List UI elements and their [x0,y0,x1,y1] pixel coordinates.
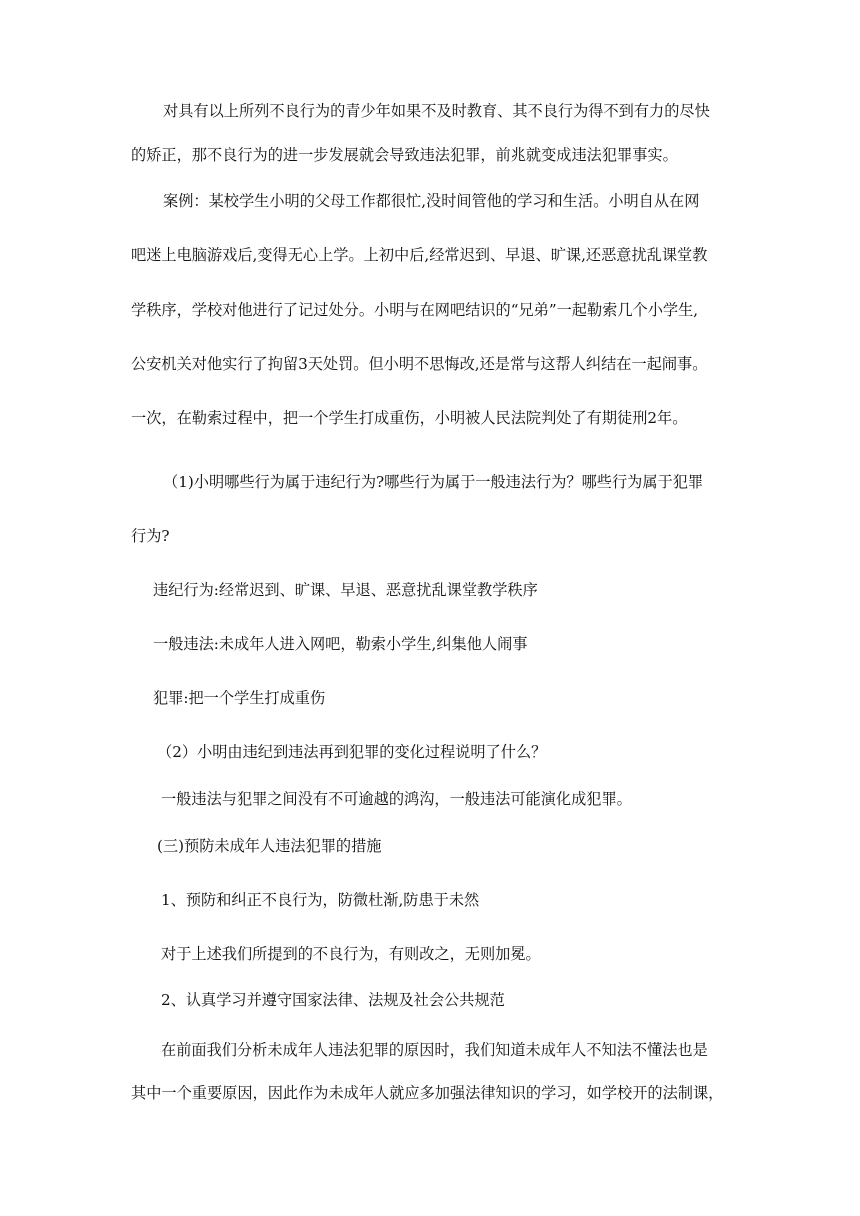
answer-line: 一般违法与犯罪之间没有不可逾越的鸿沟，一般违法可能演化成犯罪。 [161,790,632,808]
paragraph-line: 吧迷上电脑游戏后,变得无心上学。上初中后,经常迟到、早退、旷课,还恶意扰乱课堂教 [131,246,708,264]
question-line: （2）小明由违纪到违法再到犯罪的变化过程说明了什么？ [157,743,547,761]
subsection-heading: 2、认真学习并遵守国家法律、法规及社会公共规范 [161,991,505,1009]
paragraph-line: 其中一个重要原因，因此作为未成年人就应多加强法律知识的学习，如学校开的法制课， [131,1084,724,1102]
question-line: 行为? [131,527,170,545]
paragraph-line: 的矫正，那不良行为的进一步发展就会导致违法犯罪，前兆就变成违法犯罪事实。 [131,146,678,164]
section-heading: (三)预防未成年人违法犯罪的措施 [157,837,382,855]
paragraph-line: 一次，在勒索过程中，把一个学生打成重伤，小明被人民法院判处了有期徒刑2年。 [131,409,688,427]
paragraph-line: 案例：某校学生小明的父母工作都很忙,没时间管他的学习和生活。小明自从在网 [163,192,700,210]
paragraph-line: 学秩序，学校对他进行了记过处分。小明与在网吧结识的“兄弟”一起勒索几个小学生, [131,301,699,319]
paragraph-line: 公安机关对他实行了拘留3天处罚。但小明不思悔改,还是常与这帮人纠结在一起闹事。 [131,355,708,373]
answer-line: 违纪行为:经常迟到、旷课、早退、恶意扰乱课堂教学秩序 [153,581,538,599]
subsection-heading: 1、预防和纠正不良行为，防微杜渐,防患于未然 [161,891,480,909]
answer-line: 一般违法:未成年人进入网吧，勒索小学生,纠集他人闹事 [153,635,528,653]
answer-line: 犯罪:把一个学生打成重伤 [153,689,326,707]
paragraph-line: 对具有以上所列不良行为的青少年如果不及时教育、其不良行为得不到有力的尽快 [163,102,710,120]
question-line: （1)小明哪些行为属于违纪行为?哪些行为属于一般违法行为？哪些行为属于犯罪 [163,473,704,491]
paragraph-line: 在前面我们分析未成年人违法犯罪的原因时，我们知道未成年人不知法不懂法也是 [161,1041,708,1059]
paragraph-line: 对于上述我们所提到的不良行为，有则改之，无则加冕。 [161,945,541,963]
